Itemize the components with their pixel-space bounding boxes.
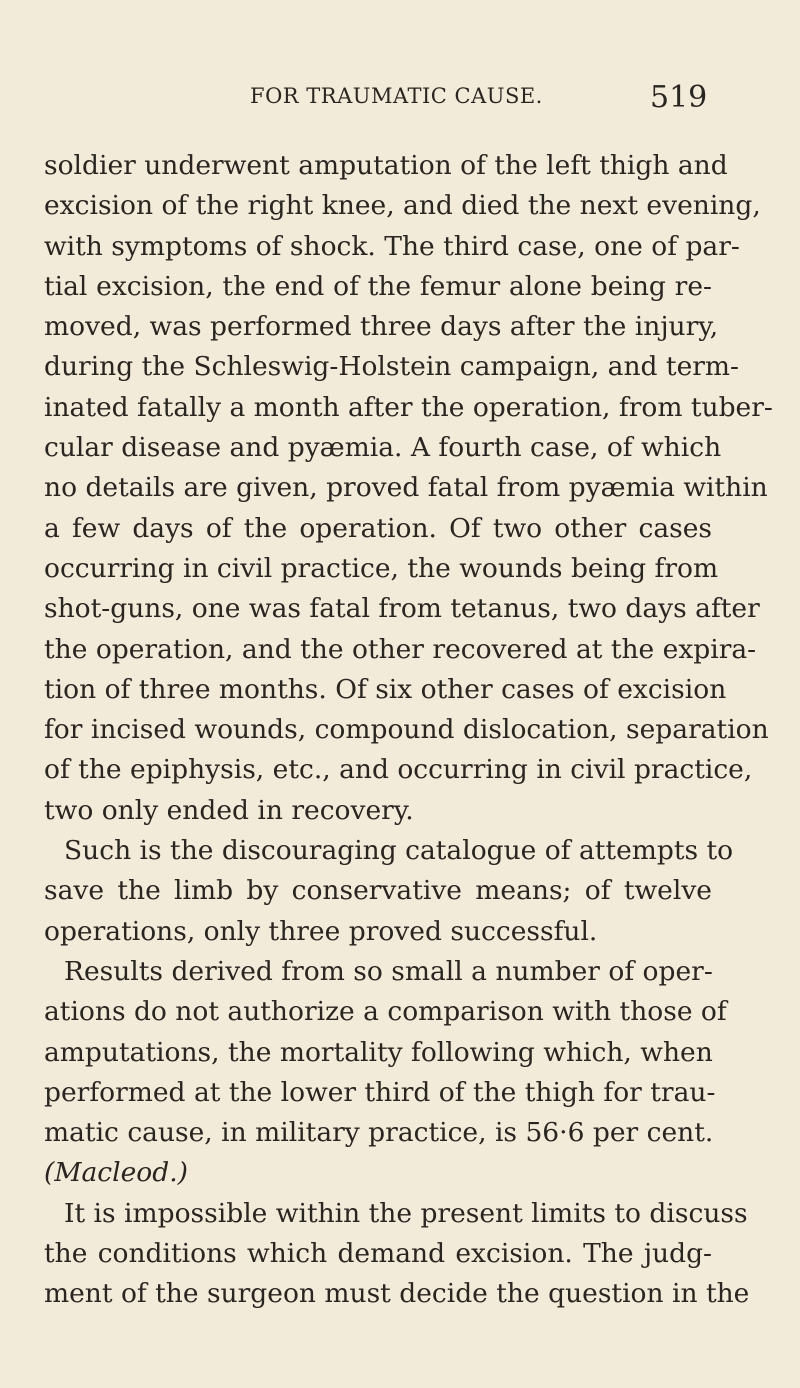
citation-line: (Macleod.) — [44, 1157, 188, 1189]
text-line: a few days of the operation. Of two other cases — [44, 512, 712, 544]
text-line: cular disease and pyæmia. A fourth case, of which — [44, 432, 722, 464]
text-line: soldier underwent amputation of the left thigh and — [44, 150, 728, 181]
text-line: moved, was performed three days after the injury, — [44, 311, 719, 343]
text-line: matic cause, in military practice, is 56·6 per cent. — [44, 1117, 714, 1149]
text-line: tial excision, the end of the femur alone being re- — [44, 270, 712, 302]
paragraph-end-line: operations, only three proved successful. — [44, 915, 598, 947]
text-line: the conditions which demand excision. The judg- — [44, 1238, 712, 1270]
text-line: no details are given, proved fatal from pyæmia within — [44, 472, 768, 504]
text-line: for incised wounds, compound dislocation, separation — [44, 714, 769, 746]
text-line: ations do not authorize a comparison with those of — [44, 996, 727, 1028]
text-line: excision of the right knee, and died the next evening, — [44, 190, 761, 222]
text-line: the operation, and the other recovered at the expira- — [44, 633, 757, 665]
text-line: performed at the lower third of the thigh for trau- — [44, 1076, 716, 1108]
paragraph-start-line: Results derived from so small a number of oper- — [64, 955, 713, 987]
text-line: save the limb by conservative means; of twelve — [44, 875, 712, 907]
text-line: amputations, the mortality following which, when — [44, 1036, 713, 1068]
text-line: of the epiphysis, etc., and occurring in civil practice, — [44, 754, 753, 786]
text-line: inated fatally a month after the operation, from tuber- — [44, 391, 773, 423]
paragraph-end-line: two only ended in recovery. — [44, 794, 414, 826]
running-head-title: FOR TRAUMATIC CAUSE. — [250, 84, 543, 108]
text-line: shot-guns, one was fatal from tetanus, two days after — [44, 593, 760, 625]
text-line: ment of the surgeon must decide the question in the — [44, 1278, 750, 1310]
text-line: occurring in civil practice, the wounds being from — [44, 552, 719, 584]
text-line: with symptoms of shock. The third case, one of par- — [44, 230, 740, 262]
paragraph-start-line: It is impossible within the present limits to discuss — [64, 1197, 748, 1229]
running-head — [0, 80, 800, 120]
page-number: 519 — [650, 80, 708, 115]
paragraph-start-line: Such is the discouraging catalogue of attempts to — [64, 835, 734, 867]
body-text — [44, 146, 773, 1315]
text-line: tion of three months. Of six other cases of excision — [44, 673, 727, 705]
text-line: during the Schleswig-Holstein campaign, and term- — [44, 351, 740, 383]
